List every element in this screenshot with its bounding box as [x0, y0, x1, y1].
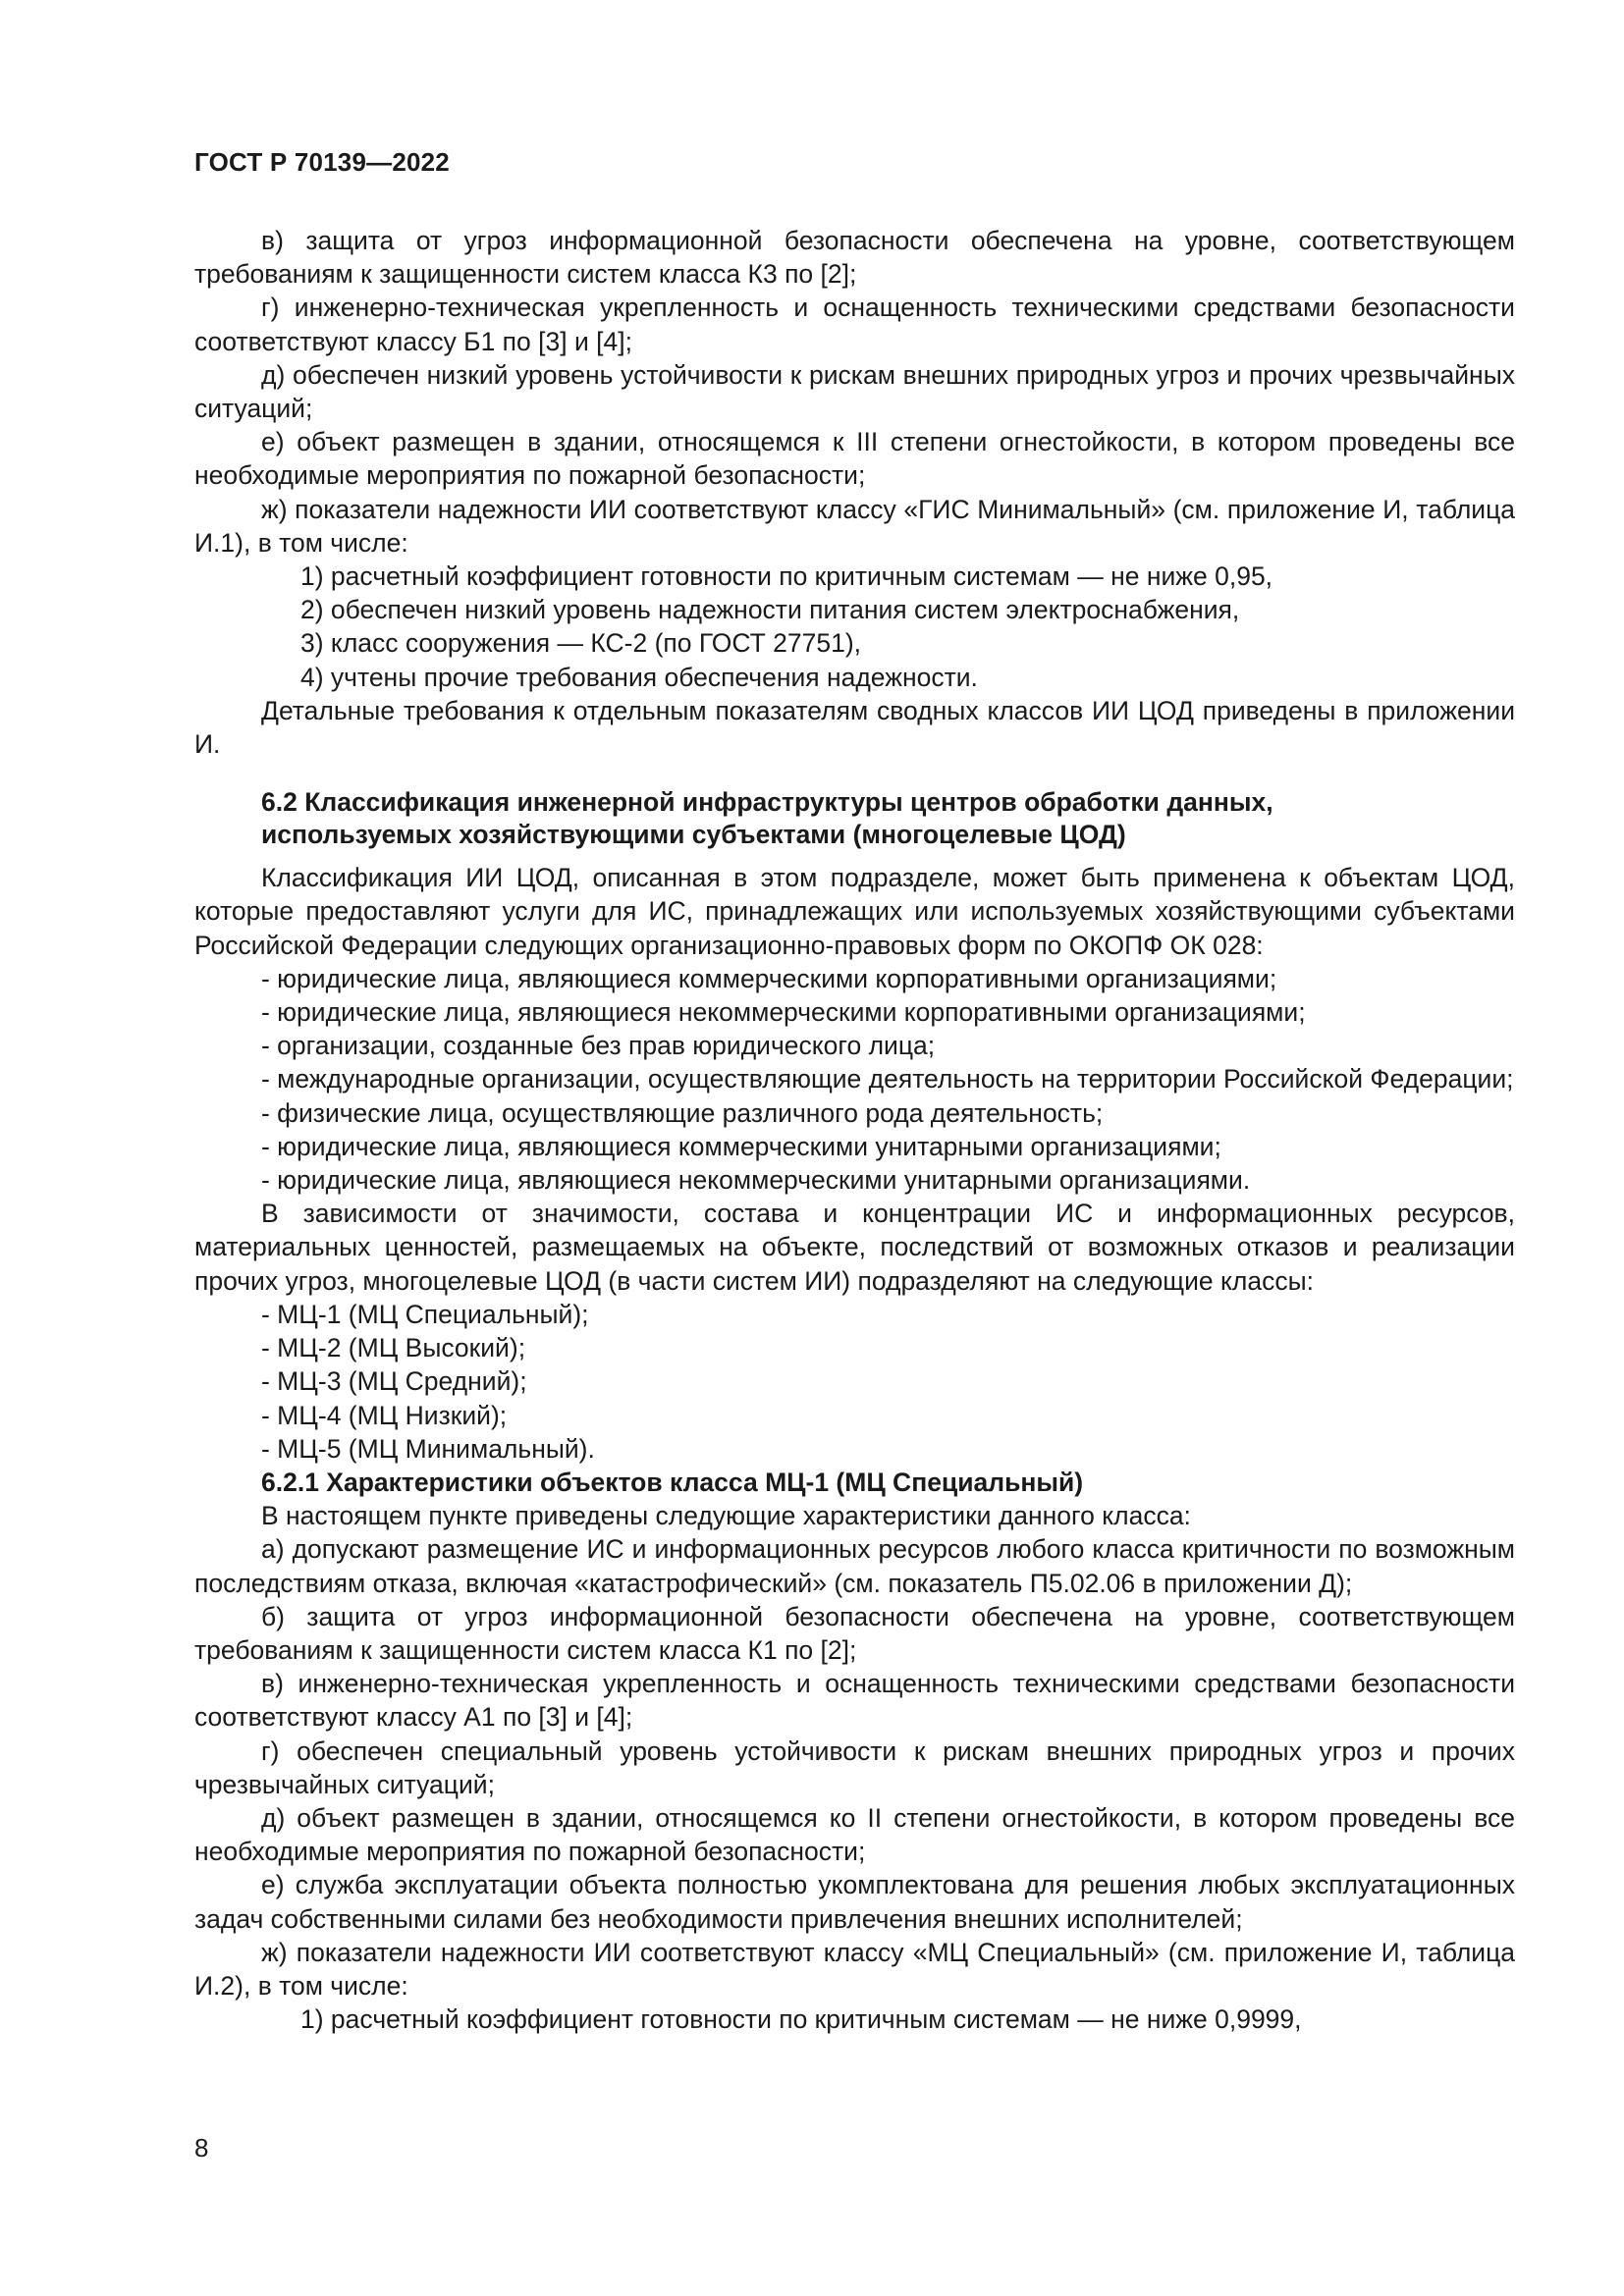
form-item: - юридические лица, являющиеся некоммерческими унитарными организациями. [261, 1165, 1251, 1196]
page-content [194, 224, 1515, 2036]
section-6-2-heading-line2: используемых хозяйствующими субъектами (многоцелевые ЦОД) [261, 820, 1126, 850]
document-code: ГОСТ Р 70139—2022 [194, 147, 450, 177]
mc1-item-e: е) служба эксплуатации объекта полностью укомплектована для решения любых эксплуатационных задач собственными силами без необходимости привлечения внешних исполнителей; [194, 1870, 1515, 1934]
item-d: д) обеспечен низкий уровень устойчивости к рискам внешних природных угроз и прочих чрезвычайных ситуаций; [194, 359, 1515, 424]
class-item: - МЦ-3 (МЦ Средний); [261, 1366, 527, 1397]
form-item: - юридические лица, являющиеся некоммерческими корпоративными организациями; [261, 997, 1306, 1028]
item-e: е) объект размещен в здании, относящемся к III степени огнестойкости, в котором проведены все необходимые мероприятия по пожарной безопасности; [194, 427, 1515, 491]
mc1-list-item-1: 1) расчетный коэффициент готовности по критичным системам — не ниже 0,9999, [300, 2004, 1302, 2035]
classes-intro: В зависимости от значимости, состава и концентрации ИС и информационных ресурсов, материальных ценностей, размещаемых на объекте, последствий от возможных отказов и реализации прочих угроз, многоцелевые ЦОД (в части систем ИИ) подразделяют на следующие классы: [194, 1199, 1515, 1296]
class-item: - МЦ-2 (МЦ Высокий); [261, 1333, 526, 1363]
page-number: 8 [194, 2133, 209, 2163]
section-6-2-1-heading: 6.2.1 Характеристики объектов класса МЦ-1 (МЦ Специальный) [261, 1467, 1084, 1497]
class-item: - МЦ-1 (МЦ Специальный); [261, 1299, 589, 1329]
class-item: - МЦ-5 (МЦ Минимальный). [261, 1433, 595, 1464]
list-item-1: 1) расчетный коэффициент готовности по критичным системам — не ниже 0,95, [300, 561, 1273, 592]
section-6-2-heading [194, 786, 1400, 851]
item-v: в) защита от угроз информационной безопасности обеспечена на уровне, соответствующем требованиям к защищенности систем класса К3 по [2]; [194, 226, 1515, 290]
form-item: - юридические лица, являющиеся коммерческими корпоративными организациями; [261, 963, 1277, 993]
form-item: - организации, созданные без прав юридического лица; [261, 1031, 936, 1061]
mc1-item-d: д) объект размещен в здании, относящемся ко II степени огнестойкости, в котором проведены все необходимые мероприятия по пожарной безопасности; [194, 1802, 1515, 1867]
mc1-item-a: а) допускают размещение ИС и информационных ресурсов любого класса критичности по возможным последствиям отказа, включая «катастрофический» (см. показатель П5.02.06 в приложении Д); [194, 1534, 1515, 1598]
form-item: - физические лица, осуществляющие различного рода деятельность; [261, 1097, 1104, 1128]
class-item: - МЦ-4 (МЦ Низкий); [261, 1400, 508, 1430]
item-g: г) инженерно-техническая укрепленность и оснащенность техническими средствами безопасности соответствуют классу Б1 по [3] и [4]; [194, 293, 1515, 356]
list-item-2: 2) обеспечен низкий уровень надежности питания систем электроснабжения, [300, 595, 1240, 625]
form-item: - юридические лица, являющиеся коммерческими унитарными организациями; [261, 1131, 1221, 1161]
mc1-item-g: г) обеспечен специальный уровень устойчивости к рискам внешних природных угроз и прочих чрезвычайных ситуаций; [194, 1735, 1515, 1799]
section-6-2-1-intro: В настоящем пункте приведены следующие характеристики данного класса: [261, 1501, 1191, 1531]
mc1-item-b: б) защита от угроз информационной безопасности обеспечена на уровне, соответствующем требованиям к защищенности систем класса К1 по [2]; [194, 1601, 1515, 1665]
mc1-item-zh: ж) показатели надежности ИИ соответствуют классу «МЦ Специальный» (см. приложение И, таблица И.2), в том числе: [194, 1937, 1515, 2001]
list-item-4: 4) учтены прочие требования обеспечения надежности. [300, 662, 978, 692]
list-item-3: 3) класс сооружения — КС-2 (по ГОСТ 27751), [300, 628, 862, 659]
appendix-note: Детальные требования к отдельным показателям сводных классов ИИ ЦОД приведены в приложении И. [194, 695, 1515, 760]
mc1-item-v: в) инженерно-техническая укрепленность и оснащенность техническими средствами безопасности соответствуют классу А1 по [3] и [4]; [194, 1669, 1515, 1733]
section-6-2-heading-line1: 6.2 Классификация инженерной инфраструктуры центров обработки данных, [261, 787, 1273, 818]
section-6-2-intro: Классификация ИИ ЦОД, описанная в этом подразделе, может быть применена к объектам ЦОД, которые предоставляют услуги для ИС, принадлежащих или используемых хозяйствующими субъектами Российской Федерации следующих организационно-правовых форм по ОКОПФ ОК 028: [194, 863, 1515, 960]
form-item: - международные организации, осуществляющие деятельность на территории Российской Федерации; [261, 1064, 1514, 1095]
item-zh: ж) показатели надежности ИИ соответствуют классу «ГИС Минимальный» (см. приложение И, таблица И.1), в том числе: [194, 494, 1515, 558]
